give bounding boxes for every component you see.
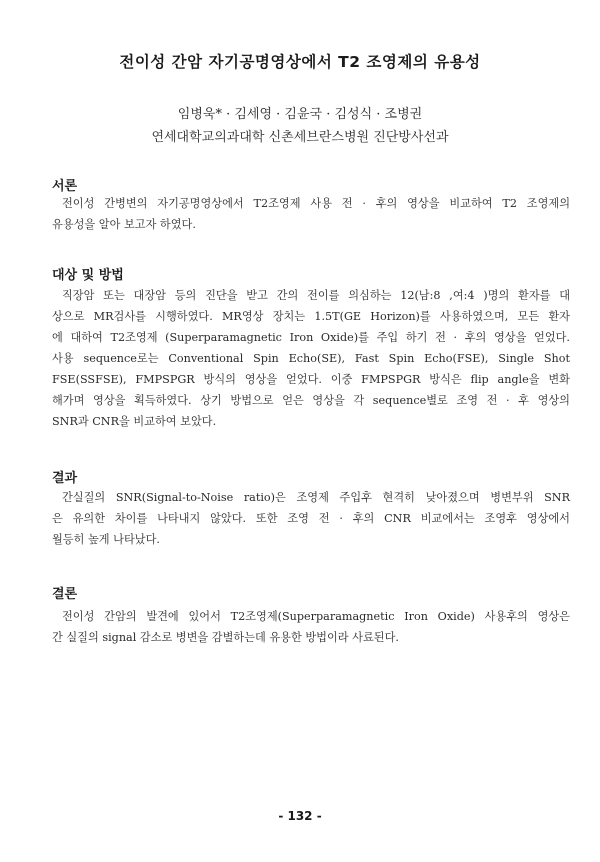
text-line: FSE(SSFSE), FMPSPGR 방식의 영상을 얻었다. 이중 FMPSPGR 방식은 flip angle을 변화 (52, 373, 570, 386)
text-line: 간실질의 SNR(Signal-to-Noise ratio)은 조영제 주입후 현격히 낮아졌으며 병변부위 SNR (62, 491, 570, 504)
text-line: 해가며 영상을 획득하였다. 상기 방법으로 얻은 영상을 각 sequence별로 조영 전 · 후 영상의 (52, 394, 570, 407)
section-body-results (52, 487, 570, 550)
text-line: 에 대하여 T2조영제 (Superparamagnetic Iron Oxide)를 주입 하기 전 · 후의 영상을 얻었다. (52, 331, 570, 344)
section-heading-results: 결과 (52, 471, 78, 486)
text-line: 직장암 또는 대장암 등의 진단을 받고 간의 전이를 의심하는 12(남:8 ,여:4 )명의 환자를 대 (62, 289, 570, 302)
affiliation: 연세대학교의과대학 신촌세브란스병원 진단방사선과 (151, 130, 449, 145)
text-line: 간 실질의 signal 감소로 병변을 감별하는데 유용한 방법이라 사료된다. (52, 631, 399, 644)
page-number: - 132 - (278, 809, 322, 823)
text-line: 월등히 높게 나타났다. (52, 533, 160, 546)
section-body-intro (52, 193, 570, 235)
section-heading-intro: 서론 (52, 179, 78, 194)
text-line: 은 유의한 차이를 나타내지 않았다. 또한 조영 전 · 후의 CNR 비교에서는 조영후 영상에서 (52, 512, 570, 525)
text-line: 사용 sequence로는 Conventional Spin Echo(SE), Fast Spin Echo(FSE), Single Shot (52, 352, 570, 365)
text-line: 상으로 MR검사를 시행하였다. MR영상 장치는 1.5T(GE Horizon)를 사용하였으며, 모든 환자 (52, 310, 570, 323)
text-line: 전이성 간병변의 자기공명영상에서 T2조영제 사용 전 · 후의 영상을 비교하여 T2 조영제의 (62, 197, 570, 210)
section-body-methods (52, 285, 570, 432)
author-list: 임병욱* · 김세영 · 김윤국 · 김성식 · 조병권 (177, 107, 423, 122)
text-line: 유용성을 알아 보고자 하였다. (52, 218, 196, 231)
section-heading-methods: 대상 및 방법 (52, 268, 124, 283)
paper-title: 전이성 간암 자기공명영상에서 T2 조영제의 유용성 (119, 53, 481, 71)
section-body-conclusion (52, 606, 570, 648)
section-heading-conclusion: 결론 (52, 587, 78, 602)
text-line: SNR과 CNR을 비교하여 보았다. (52, 415, 217, 428)
text-line: 전이성 간암의 발견에 있어서 T2조영제(Superparamagnetic Iron Oxide) 사용후의 영상은 (62, 610, 570, 623)
